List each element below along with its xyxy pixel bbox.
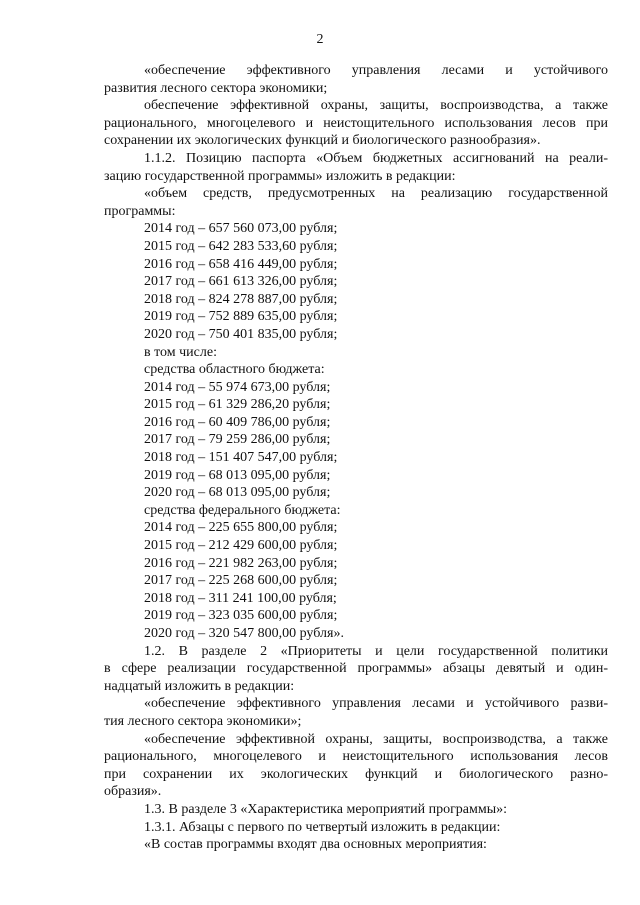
text-line: 1.3.1. Абзацы с первого по четвертый изложить в редакции: — [144, 819, 501, 835]
text-line: 2016 год – 658 416 449,00 рубля; — [144, 256, 338, 272]
text-line: 2019 год – 68 013 095,00 рубля; — [144, 467, 331, 483]
text-line: 2019 год – 323 035 600,00 рубля; — [144, 608, 338, 624]
page-number: 2 — [316, 32, 324, 47]
text-line: сохранении их экологических функций и биологического разнообразия». — [104, 133, 541, 149]
text-line: средства федерального бюджета: — [144, 502, 341, 518]
text-line: 2014 год – 225 655 800,00 рубля; — [144, 520, 338, 536]
text-line: 2020 год – 750 401 835,00 рубля; — [144, 326, 338, 342]
text-line: надцатый изложить в редакции: — [104, 678, 295, 694]
text-line: «В состав программы входят два основных мероприятия: — [144, 837, 487, 853]
text-line: 2016 год – 221 982 263,00 рубля; — [144, 555, 338, 571]
text-line: рационального, многоцелевого и неистощительного использования лесов — [104, 749, 608, 765]
text-line: в том числе: — [144, 344, 217, 360]
text-line: тия лесного сектора экономики»; — [104, 713, 302, 729]
text-line: 2017 год – 661 613 326,00 рубля; — [144, 274, 338, 290]
text-line: 2019 год – 752 889 635,00 рубля; — [144, 309, 338, 325]
text-line: обеспечение эффективной охраны, защиты, воспроизводства, а также — [144, 98, 608, 114]
text-line: 2018 год – 824 278 887,00 рубля; — [144, 291, 338, 307]
text-line: средства областного бюджета: — [144, 362, 325, 378]
text-line: 2017 год – 225 268 600,00 рубля; — [144, 573, 338, 589]
text-line: в сфере реализации государственной программы» абзацы девятый и один- — [104, 661, 608, 677]
text-line: 2014 год – 657 560 073,00 рубля; — [144, 221, 338, 237]
document-body — [104, 62, 608, 854]
text-line: «обеспечение эффективной охраны, защиты, воспроизводства, а также — [144, 731, 608, 747]
text-line: рационального, многоцелевого и неистощительного использования лесов при — [104, 115, 608, 131]
text-line: 2020 год – 68 013 095,00 рубля; — [144, 485, 331, 501]
text-line: «обеспечение эффективного управления лесами и устойчивого — [144, 63, 608, 78]
text-line: 2015 год – 61 329 286,20 рубля; — [144, 397, 331, 413]
text-line: 2018 год – 151 407 547,00 рубля; — [144, 450, 338, 466]
text-line: 2017 год – 79 259 286,00 рубля; — [144, 432, 331, 448]
text-line: 1.3. В разделе 3 «Характеристика мероприятий программы»: — [144, 801, 508, 817]
text-line: «объем средств, предусмотренных на реализацию государственной — [144, 186, 608, 202]
text-line: развития лесного сектора экономики; — [104, 80, 328, 96]
text-line: 2014 год – 55 974 673,00 рубля; — [144, 379, 331, 395]
text-line: программы: — [104, 203, 176, 219]
text-line: 2018 год – 311 241 100,00 рубля; — [144, 590, 337, 606]
text-line: 2015 год – 642 283 533,60 рубля; — [144, 238, 338, 254]
text-line: при сохранении их экологических функций и биологического разно- — [104, 766, 608, 782]
text-line: 2020 год – 320 547 800,00 рубля». — [144, 626, 344, 641]
text-line: 2016 год – 60 409 786,00 рубля; — [144, 414, 331, 430]
text-line: образия». — [104, 784, 162, 800]
text-line: «обеспечение эффективного управления лесами и устойчивого разви- — [144, 696, 608, 712]
text-line: зацию государственной программы» изложить в редакции: — [104, 168, 456, 184]
text-line: 1.1.2. Позицию паспорта «Объем бюджетных ассигнований на реали- — [144, 150, 608, 166]
text-line: 1.2. В разделе 2 «Приоритеты и цели государственной политики — [144, 643, 608, 659]
text-line: 2015 год – 212 429 600,00 рубля; — [144, 538, 338, 554]
